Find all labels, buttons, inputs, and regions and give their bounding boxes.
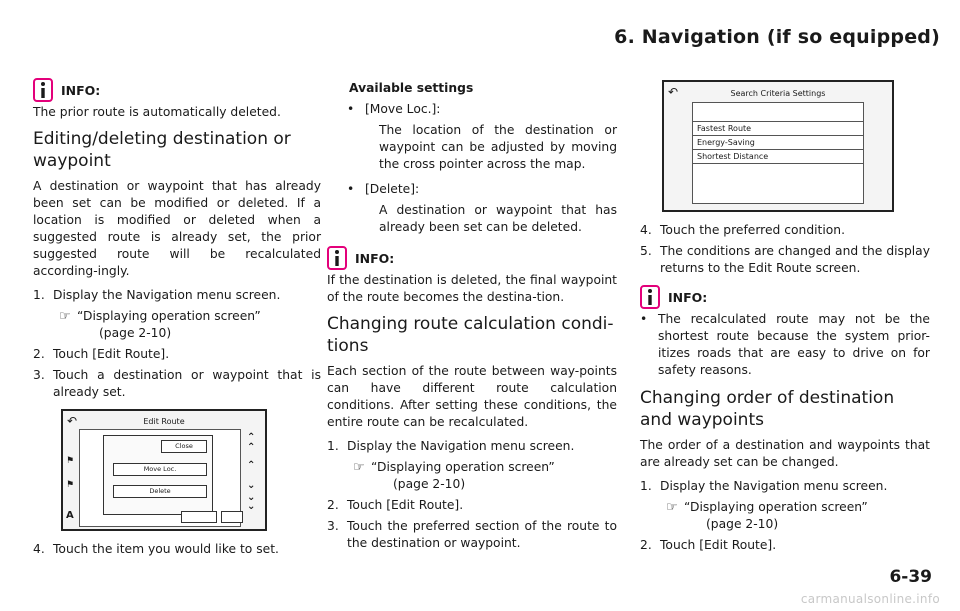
- step-number: 3.: [33, 368, 45, 382]
- column-1: [33, 76, 321, 562]
- scroll-down-icon[interactable]: ⌄: [247, 480, 256, 491]
- delete-button[interactable]: Delete: [113, 485, 207, 498]
- reference-page: (page 2-10): [99, 326, 172, 340]
- reference-text: “Displaying operation screen”: [684, 500, 868, 514]
- step-text: Touch the preferred condition.: [660, 223, 846, 237]
- step-text: Display the Navigation menu screen.: [347, 439, 575, 453]
- info-box: [33, 76, 321, 104]
- page-reference: [353, 459, 617, 493]
- pointing-hand-icon: ☞: [353, 460, 365, 475]
- info-label: INFO:: [355, 250, 395, 266]
- info-icon: [640, 285, 660, 309]
- column-2: [327, 80, 617, 556]
- step-2: [640, 537, 930, 554]
- back-arrow-icon: ↶: [67, 414, 78, 428]
- pointing-hand-icon: ☞: [59, 309, 71, 324]
- info-icon: [33, 78, 53, 102]
- search-criteria-screenshot: [662, 80, 894, 212]
- step-1: [33, 287, 321, 304]
- info-label: INFO:: [668, 289, 708, 305]
- column-3: [640, 80, 930, 558]
- close-button[interactable]: Close: [161, 440, 207, 453]
- step-text: Touch [Edit Route].: [347, 498, 464, 512]
- step-number: 1.: [33, 288, 45, 302]
- step-4: [640, 222, 930, 239]
- criteria-item-shortest[interactable]: Shortest Distance: [693, 150, 863, 164]
- edit-route-screenshot: [61, 409, 267, 531]
- step-text: Touch [Edit Route].: [53, 347, 170, 361]
- step-text: The conditions are changed and the display returns to the Edit Route screen.: [660, 244, 930, 275]
- setting-delete: [347, 181, 617, 198]
- criteria-list: [692, 102, 864, 204]
- pointing-hand-icon: ☞: [666, 500, 678, 515]
- section-heading: Editing/deleting destination or waypoint: [33, 129, 291, 171]
- section-heading: Changing route calculation condi-tions: [327, 314, 614, 356]
- available-settings-label: Available settings: [349, 81, 474, 95]
- step-text: Touch the preferred section of the route to the destination or waypoint.: [347, 519, 617, 550]
- screen-title: Edit Route: [143, 417, 185, 426]
- step-text: Display the Navigation menu screen.: [660, 479, 888, 493]
- step-4: [33, 541, 321, 558]
- section-intro: A destination or waypoint that has already been set can be modified or deleted. If a location is modified or deleted when a suggested route is already set, the prior suggested route will be recalculated according-ingly.: [33, 179, 321, 278]
- step-text: Display the Navigation menu screen.: [53, 288, 281, 302]
- info-box: [640, 283, 930, 311]
- step-2: [33, 346, 321, 363]
- info-icon: [327, 246, 347, 270]
- step-number: 4.: [33, 542, 45, 556]
- step-3: [327, 518, 617, 552]
- bullet: •: [347, 182, 355, 196]
- info-label: INFO:: [61, 82, 101, 98]
- reference-text: “Displaying operation screen”: [77, 309, 261, 323]
- bottom-button[interactable]: [181, 511, 217, 523]
- setting-desc: The location of the destination or waypoint can be adjusted by moving the cross pointer across the map.: [379, 123, 617, 171]
- marker-a-icon: A: [66, 510, 74, 521]
- step-1: [640, 478, 930, 495]
- scroll-top-icon[interactable]: ⌃ ⌃: [247, 432, 256, 453]
- section-intro: Each section of the route between way-points can have different route calculation conditions. After setting these conditions, the entire route can be recalculated.: [327, 364, 617, 429]
- step-number: 3.: [327, 519, 339, 533]
- step-2: [327, 497, 617, 514]
- page-number: 6-39: [889, 567, 932, 587]
- watermark: carmanualsonline.info: [800, 592, 940, 606]
- page-reference: [59, 308, 321, 342]
- criteria-item-energy[interactable]: Energy-Saving: [693, 136, 863, 150]
- step-text: Touch [Edit Route].: [660, 538, 777, 552]
- section-heading: Changing order of destination and waypoints: [640, 388, 895, 430]
- step-text: Touch a destination or waypoint that is already set.: [53, 368, 321, 399]
- step-number: 2.: [33, 347, 45, 361]
- reference-page: (page 2-10): [393, 477, 466, 491]
- step-number: 5.: [640, 244, 652, 258]
- step-number: 1.: [640, 479, 652, 493]
- info-box: [327, 244, 617, 272]
- bottom-button[interactable]: [221, 511, 243, 523]
- step-number: 4.: [640, 223, 652, 237]
- back-arrow-icon[interactable]: ↶: [668, 85, 679, 99]
- page-reference: [666, 499, 930, 533]
- step-3: [33, 367, 321, 401]
- bullet: •: [347, 102, 355, 116]
- step-number: 2.: [327, 498, 339, 512]
- page-header-title: 6. Navigation (if so equipped): [614, 26, 940, 48]
- step-5: [640, 243, 930, 277]
- step-text: Touch the item you would like to set.: [53, 542, 279, 556]
- info-bullet: [640, 311, 930, 379]
- scroll-bottom-icon[interactable]: ⌄ ⌄: [247, 492, 256, 512]
- step-number: 1.: [327, 439, 339, 453]
- reference-page: (page 2-10): [706, 517, 779, 531]
- move-loc-button[interactable]: Move Loc.: [113, 463, 207, 476]
- step-1: [327, 438, 617, 455]
- screen-title: Search Criteria Settings: [730, 89, 826, 98]
- flag-icon: ⚑: [66, 456, 75, 466]
- reference-text: “Displaying operation screen”: [371, 460, 555, 474]
- setting-label: [Delete]:: [365, 182, 420, 196]
- flag-icon: ⚑: [66, 480, 75, 490]
- step-number: 2.: [640, 538, 652, 552]
- info-text: If the destination is deleted, the final waypoint of the route becomes the destina-tion.: [327, 273, 617, 304]
- info-bullet-text: The recalculated route may not be the shortest route because the system prior-itizes roads that are easy to drive on for safety reasons.: [658, 312, 930, 377]
- section-intro: The order of a destination and waypoints that are already set can be changed.: [640, 438, 930, 469]
- bullet: •: [640, 312, 648, 326]
- setting-desc: A destination or waypoint that has already been set can be deleted.: [379, 203, 617, 234]
- setting-label: [Move Loc.]:: [365, 102, 441, 116]
- criteria-item-fastest[interactable]: Fastest Route: [693, 121, 863, 136]
- setting-move-loc: [347, 101, 617, 118]
- info-text: The prior route is automatically deleted.: [33, 105, 281, 119]
- scroll-up-icon[interactable]: ⌃: [247, 460, 256, 471]
